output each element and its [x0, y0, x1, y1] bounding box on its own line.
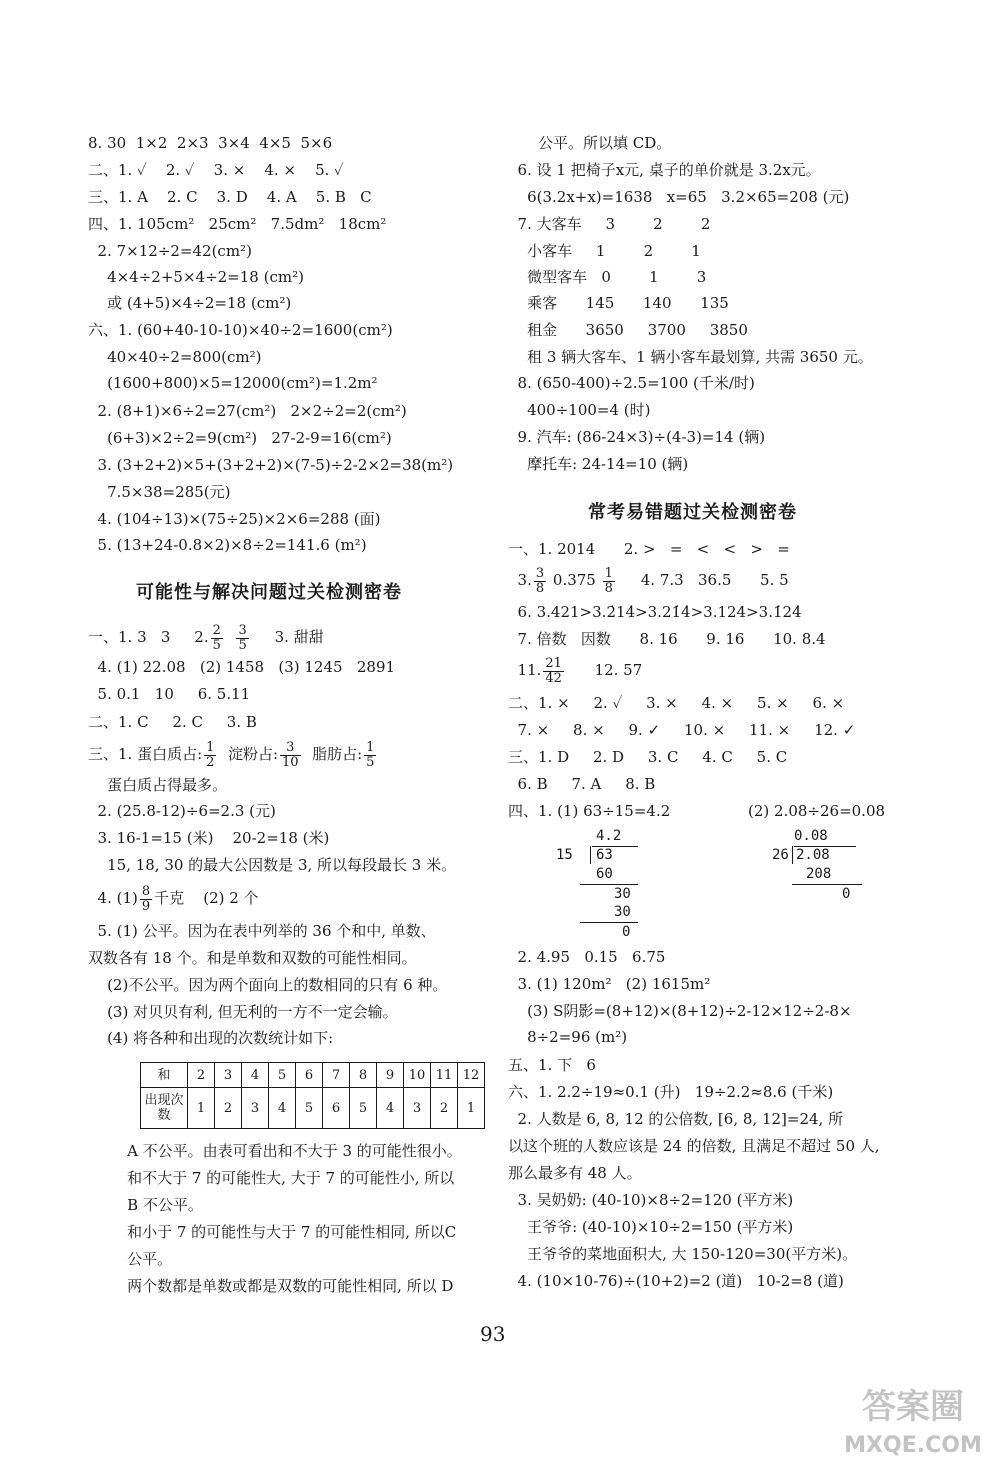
section-title: 可能性与解决问题过关检测密卷 — [136, 582, 402, 603]
table-cell: 2 — [431, 1088, 458, 1129]
answer-line: B 不公平。 — [108, 1196, 203, 1214]
answer-line: 6. 3.421>3.2̇14̇>3.21̇4̇>3.124>3.1̇24̇ — [508, 603, 802, 621]
table-cell: 1 — [188, 1088, 215, 1129]
answer-line: 3. $\frac{3}{8}$ 0.375 $\frac{1}{8}$ 4. 7.3 36.5 5. 5 — [508, 565, 789, 596]
answer-line: (3) 对贝贝有利, 但无利的一方不一定会输。 — [88, 1003, 398, 1021]
fraction: $\frac{1}{8}$ — [604, 565, 613, 596]
answer-line: 8÷2=96 (m²) — [508, 1028, 628, 1046]
answer-line: 2. 4.95 0.15 6.75 — [508, 948, 666, 966]
answer-line: 5. (1) 公平。因为在表中列举的 36 个和中, 单数、 — [88, 922, 436, 940]
table-cell: 11 — [431, 1063, 458, 1088]
watermark-logo — [838, 1380, 988, 1460]
answer-line: 六、1. (60+40-10-10)×40÷2=1600(cm²) — [88, 321, 393, 339]
answer-line: 租 3 辆大客车、1 辆小客车最划算, 共需 3650 元。 — [508, 348, 873, 366]
table-header: 出现次数 — [141, 1088, 188, 1129]
table-cell: 10 — [404, 1063, 431, 1088]
svg-text:答案圈: 答案圈 — [862, 1387, 964, 1427]
table-cell: 12 — [458, 1063, 485, 1088]
table-row — [141, 1063, 485, 1088]
answer-line: 2. (25.8-12)÷6=2.3 (元) — [88, 802, 276, 820]
table-cell: 3 — [215, 1063, 242, 1088]
table-cell: 3 — [404, 1088, 431, 1129]
answer-line: 王爷爷的菜地面积大, 大 150-120=30(平方米)。 — [508, 1245, 858, 1263]
answer-line: 9. 汽车: (86-24×3)÷(4-3)=14 (辆) — [508, 428, 766, 446]
answer-line: 微型客车 0 1 3 — [508, 268, 707, 286]
answer-line: 3. (1) 120m² (2) 1615m² — [508, 975, 711, 993]
fraction: $\frac{2}{5}$ — [212, 622, 221, 653]
answer-line: 或 (4+5)×4÷2=18 (cm²) — [88, 294, 292, 312]
answer-line: 2. 人数是 6, 8, 12 的公倍数, [6, 8, 12]=24, 所 — [508, 1110, 844, 1128]
answer-line: 五、1. 下 6 — [508, 1056, 596, 1074]
answer-line: 三、1. D 2. D 3. C 4. C 5. C — [508, 748, 788, 766]
table-row — [141, 1088, 485, 1129]
answer-line: 4. (10×10-76)÷(10+2)=2 (道) 10-2=8 (道) — [508, 1272, 844, 1290]
answer-line: 2. 7×12÷2=42(cm²) — [88, 242, 252, 260]
answer-line: 乘客 145 140 135 — [508, 294, 729, 312]
answer-line: 7. × 8. × 9. ✓ 10. × 11. × 12. ✓ — [508, 721, 856, 739]
fraction: $\frac{21}{42}$ — [545, 655, 562, 686]
answer-line: 3. (3+2+2)×5+(3+2+2)×(7-5)÷2-2×2=38(m²) — [88, 456, 454, 474]
table-cell: 6 — [323, 1088, 350, 1129]
answer-line: 一、1. 2014 2. > = < < > = — [508, 540, 790, 558]
answer-line: 公平。所以填 CD。 — [538, 134, 672, 152]
table-cell: 6 — [296, 1063, 323, 1088]
answer-line: 以这个班的人数应该是 24 的倍数, 且满足不超过 50 人, — [508, 1137, 880, 1155]
answer-line: 7.5×38=285(元) — [88, 483, 231, 501]
answer-line: 8. 30 1×2 2×3 3×4 4×5 5×6 — [88, 134, 333, 152]
answer-line: 5. (13+24-0.8×2)×8÷2=141.6 (m²) — [88, 536, 367, 554]
page-number: 93 — [480, 1322, 506, 1346]
table-cell: 3 — [242, 1088, 269, 1129]
long-division-1: 4.2 15 63 60 30 30 0 — [556, 828, 676, 948]
answer-line: 11. $\frac{21}{42}$ 12. 57 — [508, 655, 643, 686]
answer-line: 六、1. 2.2÷19≈0.1 (升) 19÷2.2≈8.6 (千米) — [508, 1083, 834, 1101]
table-cell: 1 — [458, 1088, 485, 1129]
answer-line: 7. 大客车 3 2 2 — [508, 215, 711, 233]
answer-line: 两个数都是单数或都是双数的可能性相同, 所以 D — [108, 1277, 454, 1295]
table-header: 和 — [141, 1063, 188, 1088]
table-cell: 4 — [242, 1063, 269, 1088]
table-cell: 9 — [377, 1063, 404, 1088]
table-cell: 7 — [323, 1063, 350, 1088]
answer-line: 二、1. C 2. C 3. B — [88, 713, 257, 731]
answer-line: 那么最多有 48 人。 — [508, 1164, 642, 1182]
answer-line: 小客车 1 2 1 — [508, 242, 701, 260]
answer-line: 8. (650-400)÷2.5=100 (千米/时) — [508, 374, 755, 392]
answer-line: 3. 吴奶奶: (40-10)×8÷2=120 (平方米) — [508, 1191, 794, 1209]
answer-line: 二、1. ✓ 2. ✓ 3. × 4. × 5. ✓ — [88, 161, 344, 179]
fraction: $\frac{8}{9}$ — [141, 883, 151, 914]
answer-line: 6. 设 1 把椅子x元, 桌子的单价就是 3.2x元。 — [508, 161, 821, 179]
answer-line: (4) 将各种和出现的次数统计如下: — [88, 1029, 334, 1047]
answer-line: 5. 0.1 10 6. 5.11 — [88, 685, 251, 703]
long-division-2: 0.08 26 2.08 208 0 — [772, 828, 902, 928]
answer-line: 40×40÷2=800(cm²) — [88, 348, 262, 366]
answer-line: 三、1. 蛋白质占: $\frac{1}{2}$ 淀粉占: $\frac{3}{10}$ 脂肪占: $\frac{1}{5}$ — [88, 739, 375, 770]
fraction: $\frac{3}{10}$ — [282, 739, 299, 770]
fraction: $\frac{1}{5}$ — [366, 739, 375, 770]
table-cell: 2 — [215, 1088, 242, 1129]
answer-line: (2)不公平。因为两个面向上的数相同的只有 6 种。 — [88, 976, 448, 994]
answer-line: 四、1. (1) 63÷15=4.2 — [508, 802, 671, 820]
answer-line: 2. (8+1)×6÷2=27(cm²) 2×2÷2=2(cm²) — [88, 402, 407, 420]
answer-line: A 不公平。由表可看出和不大于 3 的可能性很小。 — [108, 1142, 462, 1160]
watermark-icon — [838, 1380, 988, 1460]
answer-line: 4. (1) $\frac{8}{9}$ 千克 (2) 2 个 — [88, 883, 259, 914]
table-cell: 4 — [269, 1088, 296, 1129]
answer-line: 7. 倍数 因数 8. 16 9. 16 10. 8.4 — [508, 630, 826, 648]
answer-line: (1600+800)×5=12000(cm²)=1.2m² — [88, 374, 378, 392]
answer-line: 4. (1) 22.08 (2) 1458 (3) 1245 2891 — [88, 658, 396, 676]
fraction: $\frac{3}{5}$ — [238, 622, 247, 653]
answer-line: 4. (104÷13)×(75÷25)×2×6=288 (面) — [88, 510, 381, 528]
table-cell: 4 — [377, 1088, 404, 1129]
answer-line: 四、1. 105cm² 25cm² 7.5dm² 18cm² — [88, 215, 387, 233]
answer-line: 摩托车: 24-14=10 (辆) — [508, 455, 689, 473]
answer-line: 15, 18, 30 的最大公因数是 3, 所以每段最长 3 米。 — [88, 856, 457, 874]
table-cell: 5 — [269, 1063, 296, 1088]
table-cell: 8 — [350, 1063, 377, 1088]
answer-line: 公平。 — [108, 1250, 173, 1268]
table-cell: 5 — [296, 1088, 323, 1129]
answer-line: 4×4÷2+5×4÷2=18 (cm²) — [88, 268, 304, 286]
fraction: $\frac{3}{8}$ — [535, 565, 545, 596]
answer-line: 双数各有 18 个。和是单数和双数的可能性相同。 — [88, 949, 417, 967]
section-title: 常考易错题过关检测密卷 — [588, 502, 797, 523]
answer-line: 蛋白质占得最多。 — [88, 776, 228, 794]
table-cell: 5 — [350, 1088, 377, 1129]
answer-line: 3. 16-1=15 (米) 20-2=18 (米) — [88, 829, 330, 847]
answer-line: (6+3)×2÷2=9(cm²) 27-2-9=16(cm²) — [88, 429, 392, 447]
answer-line: 和小于 7 的可能性与大于 7 的可能性相同, 所以C — [108, 1223, 457, 1241]
sum-frequency-table — [140, 1062, 485, 1129]
answer-line: 和不大于 7 的可能性大, 大于 7 的可能性小, 所以 — [108, 1169, 455, 1187]
table-cell: 2 — [188, 1063, 215, 1088]
svg-text:MXQE.COM: MXQE.COM — [844, 1433, 982, 1458]
answer-line: 400÷100=4 (时) — [508, 401, 651, 419]
answer-line: 二、1. × 2. ✓ 3. × 4. × 5. × 6. × — [508, 694, 845, 712]
answer-line: 一、1. 3 3 2. $\frac{2}{5}$ $\frac{3}{5}$ 3. 甜甜 — [88, 622, 324, 653]
answer-line: 租金 3650 3700 3850 — [508, 321, 748, 339]
answer-line: 6. B 7. A 8. B — [508, 775, 656, 793]
answer-line: 三、1. A 2. C 3. D 4. A 5. B C — [88, 188, 372, 206]
answer-line: (2) 2.08÷26=0.08 — [748, 802, 886, 820]
answer-line: 王爷爷: (40-10)×10÷2=150 (平方米) — [508, 1218, 794, 1236]
fraction: $\frac{1}{2}$ — [206, 739, 215, 770]
answer-line: (3) S阴影=(8+12)×(8+12)÷2-12×12÷2-8× — [508, 1002, 852, 1020]
answer-line: 6(3.2x+x)=1638 x=65 3.2×65=208 (元) — [508, 188, 850, 206]
